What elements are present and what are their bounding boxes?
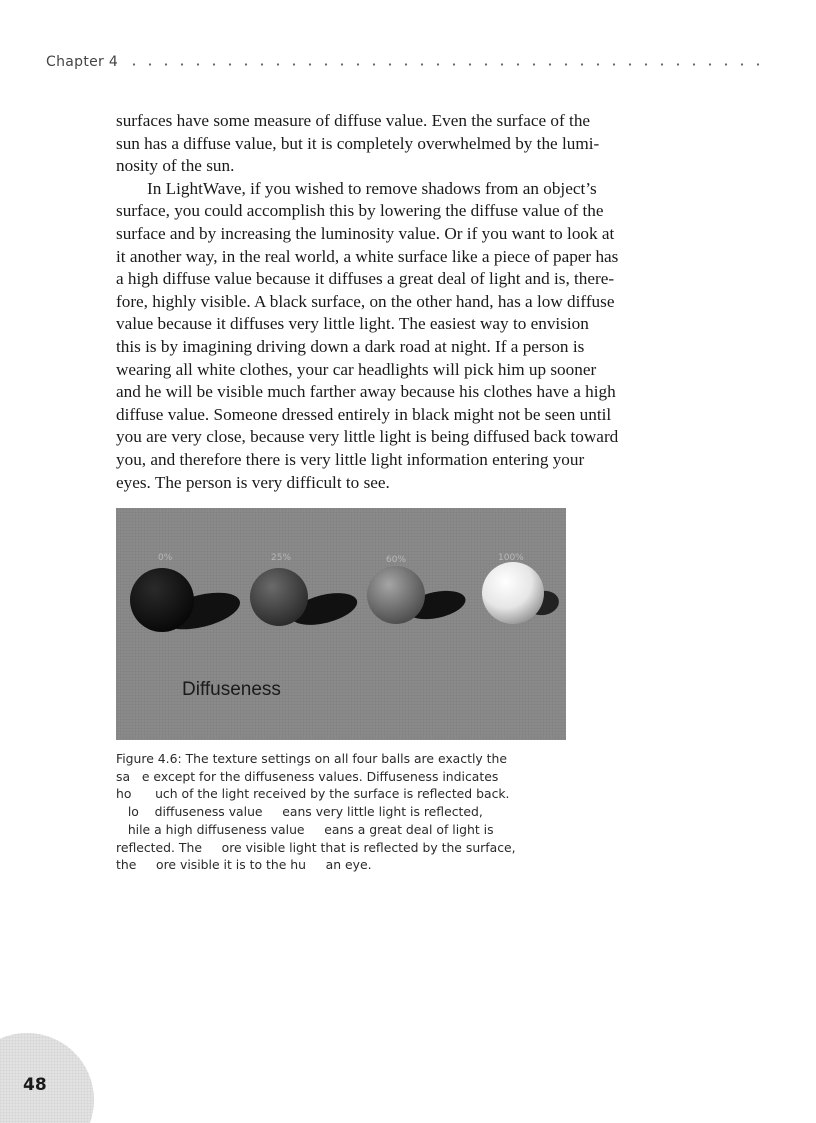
text-line: it another way, in the real world, a white surface like a piece of paper has <box>116 246 619 266</box>
chapter-label: Chapter 4 <box>46 54 119 70</box>
ball-label: 0% <box>158 553 173 563</box>
running-header <box>46 52 766 72</box>
ball-label: 60% <box>386 555 407 565</box>
text-line: sun has a diffuse value, but it is completely overwhelmed by the lumi- <box>116 133 600 153</box>
ball-60-percent <box>367 566 425 624</box>
text-line: value because it diffuses very little light. The easiest way to envision <box>116 314 589 334</box>
text-line: surfaces have some measure of diffuse value. Even the surface of the <box>116 111 591 130</box>
text-line: and he will be visible much farther away because his clothes have a high <box>116 382 616 402</box>
paragraph-1 <box>116 110 716 178</box>
text-line: this is by imagining driving down a dark road at night. If a person is <box>116 336 585 356</box>
ball-25-percent <box>250 568 308 626</box>
caption-line: Figure 4.6: The texture settings on all four balls are exactly the <box>116 751 507 766</box>
figure-render <box>116 508 566 740</box>
body-text <box>116 110 716 494</box>
caption-line: hile a high diffuseness value eans a great deal of light is <box>116 821 494 837</box>
dot-leader <box>126 63 766 66</box>
caption-line: the ore visible it is to the hu an eye. <box>116 857 372 873</box>
text-line: you, and therefore there is very little light information entering your <box>116 449 585 469</box>
caption-line: ho uch of the light received by the surface is reflected back. <box>116 786 510 802</box>
caption-line: sa e except for the diffuseness values. Diffuseness indicates <box>116 768 499 784</box>
text-line: eyes. The person is very difficult to see. <box>116 472 390 492</box>
caption-line: reflected. The ore visible light that is reflected by the surface, <box>116 839 516 855</box>
text-line: nosity of the sun. <box>116 156 235 176</box>
text-line: surface, you could accomplish this by lowering the diffuse value of the <box>116 201 604 221</box>
ball-0-percent <box>130 568 194 632</box>
paragraph-2 <box>116 178 716 494</box>
ball-100-percent <box>482 562 544 624</box>
text-line: fore, highly visible. A black surface, on the other hand, has a low diffuse <box>116 291 615 311</box>
text-line: wearing all white clothes, your car headlights will pick him up sooner <box>116 359 597 379</box>
text-line: In LightWave, if you wished to remove shadows from an object’s <box>147 178 597 198</box>
page-corner-tab <box>0 1033 94 1123</box>
figure-diffuseness <box>116 508 566 740</box>
figure-caption <box>116 750 576 874</box>
text-line: a high diffuse value because it diffuses a great deal of light and is, there- <box>116 269 615 289</box>
figure-title: Diffuseness <box>182 679 281 700</box>
ball-label: 100% <box>498 553 524 563</box>
caption-line: lo diffuseness value eans very little light is reflected, <box>116 804 483 820</box>
text-line: surface and by increasing the luminosity value. Or if you want to look at <box>116 223 615 243</box>
text-line: you are very close, because very little light is being diffused back toward <box>116 427 619 447</box>
page-number: 48 <box>23 1075 47 1095</box>
ball-label: 25% <box>271 553 292 563</box>
text-line: diffuse value. Someone dressed entirely in black might not be seen until <box>116 404 612 424</box>
